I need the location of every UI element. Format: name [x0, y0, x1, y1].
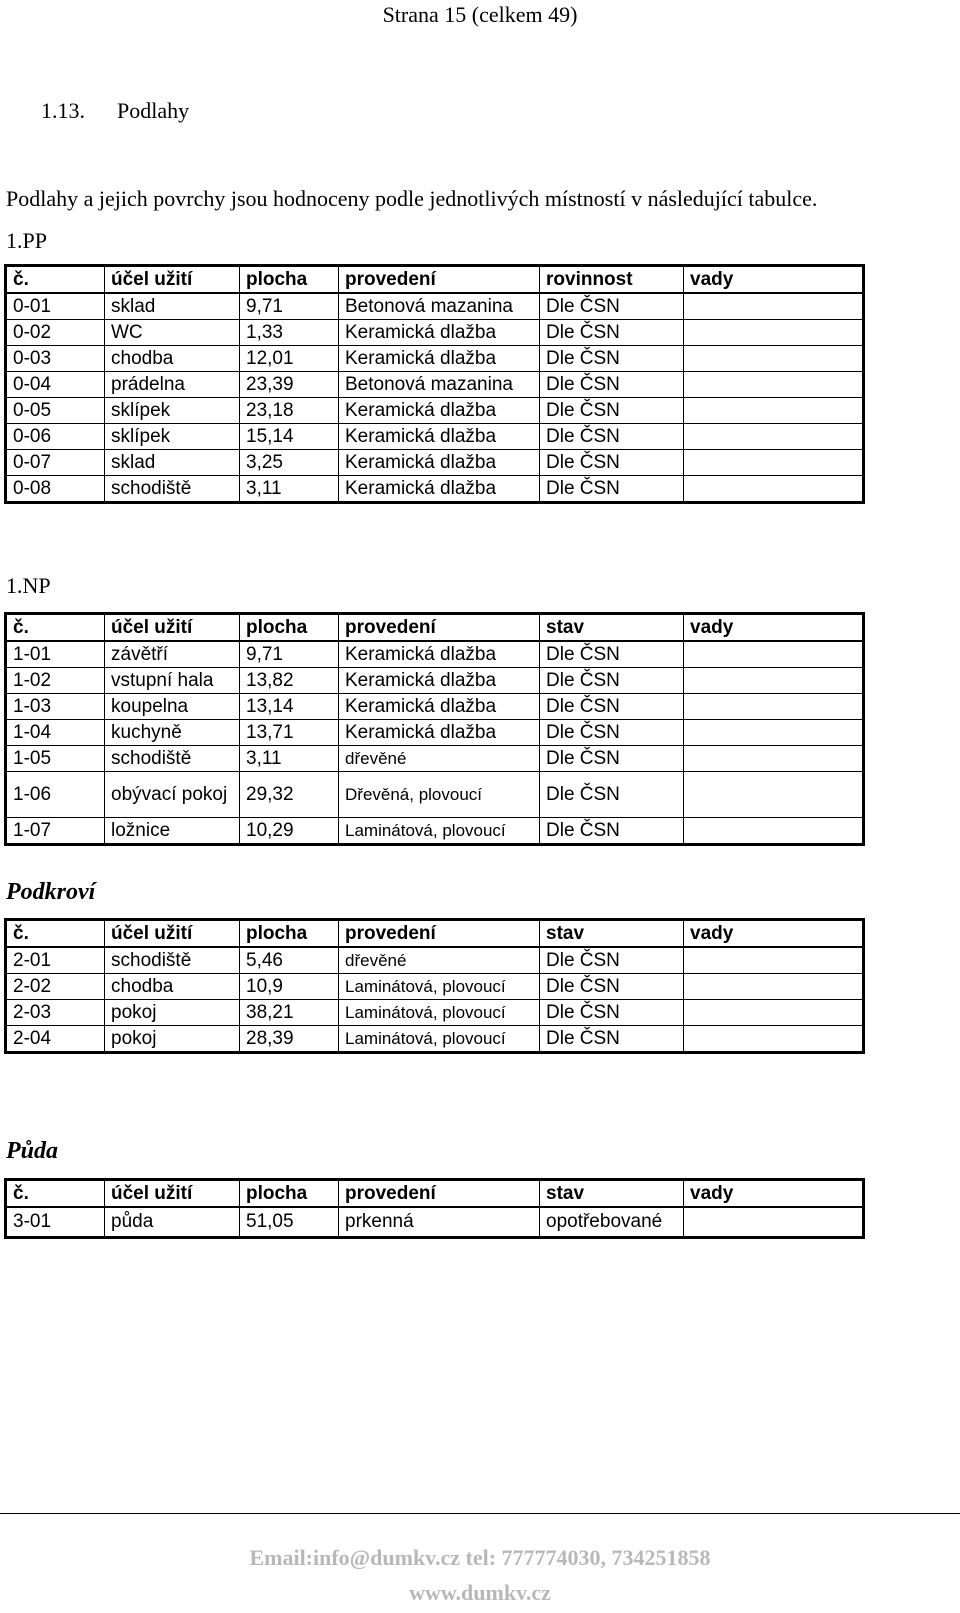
cell: Dle ČSN [540, 818, 684, 845]
floor-table-podkrovi [4, 918, 865, 1054]
cell [684, 772, 864, 818]
cell: 12,01 [240, 346, 339, 372]
cell [684, 450, 864, 476]
cell [684, 746, 864, 772]
table-row [6, 720, 864, 746]
cell: 10,9 [240, 974, 339, 1000]
cell: 2-04 [6, 1026, 105, 1053]
cell: 1-05 [6, 746, 105, 772]
cell: Dle ČSN [540, 668, 684, 694]
section-title: Podlahy [117, 98, 190, 123]
cell [684, 720, 864, 746]
cell: 1-01 [6, 641, 105, 668]
cell: 3,11 [240, 746, 339, 772]
header-cell: stav [540, 1180, 684, 1208]
header-cell: vady [684, 920, 864, 948]
table-row [6, 1000, 864, 1026]
header-cell: provedení [339, 920, 540, 948]
cell: Laminátová, plovoucí [339, 818, 540, 845]
table-row [6, 346, 864, 372]
header-cell: provedení [339, 1180, 540, 1208]
floor-label-podkrovi: Podkroví [6, 879, 96, 905]
header-cell: účel užití [105, 266, 240, 294]
cell: Dle ČSN [540, 974, 684, 1000]
cell [684, 694, 864, 720]
cell [684, 372, 864, 398]
section-number: 1.13. [41, 98, 85, 123]
cell: 0-08 [6, 476, 105, 503]
header-cell: provedení [339, 266, 540, 294]
cell: vstupní hala [105, 668, 240, 694]
table-row [6, 424, 864, 450]
cell: Laminátová, plovoucí [339, 1026, 540, 1053]
cell: 23,18 [240, 398, 339, 424]
cell: 3-01 [6, 1207, 105, 1237]
header-cell: č. [6, 614, 105, 642]
cell [684, 398, 864, 424]
table-row [6, 293, 864, 320]
cell [684, 818, 864, 845]
cell: Keramická dlažba [339, 476, 540, 503]
cell: 9,71 [240, 293, 339, 320]
cell: závětří [105, 641, 240, 668]
cell: Dle ČSN [540, 772, 684, 818]
cell: 38,21 [240, 1000, 339, 1026]
table-row [6, 320, 864, 346]
cell: pokoj [105, 1000, 240, 1026]
footer-contact: Email:info@dumkv.cz tel: 777774030, 734251858 [249, 1545, 711, 1570]
cell: Dle ČSN [540, 1000, 684, 1026]
cell [684, 320, 864, 346]
cell [684, 1000, 864, 1026]
cell: Dle ČSN [540, 293, 684, 320]
cell: 0-01 [6, 293, 105, 320]
cell: Betonová mazanina [339, 293, 540, 320]
table-row [6, 974, 864, 1000]
cell [684, 424, 864, 450]
cell: 1-04 [6, 720, 105, 746]
table-row [6, 818, 864, 845]
table-header-row [6, 1180, 864, 1208]
cell: Laminátová, plovoucí [339, 1000, 540, 1026]
cell: 13,14 [240, 694, 339, 720]
header-cell: provedení [339, 614, 540, 642]
header-cell: stav [540, 920, 684, 948]
cell: 23,39 [240, 372, 339, 398]
cell: 29,32 [240, 772, 339, 818]
table-header-row [6, 920, 864, 948]
header-cell: vady [684, 266, 864, 294]
cell: opotřebované [540, 1207, 684, 1237]
cell: 13,82 [240, 668, 339, 694]
cell: 0-03 [6, 346, 105, 372]
cell: dřevěné [339, 947, 540, 974]
floor-label-1pp: 1.PP [6, 228, 47, 253]
cell: 2-02 [6, 974, 105, 1000]
table-row [6, 947, 864, 974]
cell: schodiště [105, 947, 240, 974]
cell: Keramická dlažba [339, 720, 540, 746]
header-cell: č. [6, 920, 105, 948]
cell [684, 293, 864, 320]
table-row [6, 1026, 864, 1053]
table-header-row [6, 266, 864, 294]
cell: Keramická dlažba [339, 320, 540, 346]
cell: chodba [105, 974, 240, 1000]
footer-website: www.dumkv.cz [409, 1580, 551, 1605]
cell: půda [105, 1207, 240, 1237]
cell: 2-03 [6, 1000, 105, 1026]
table-row [6, 450, 864, 476]
cell: Dle ČSN [540, 398, 684, 424]
cell: schodiště [105, 476, 240, 503]
cell: Betonová mazanina [339, 372, 540, 398]
cell: 13,71 [240, 720, 339, 746]
header-cell: plocha [240, 920, 339, 948]
cell: 1-02 [6, 668, 105, 694]
cell [684, 641, 864, 668]
cell: sklad [105, 293, 240, 320]
cell: 28,39 [240, 1026, 339, 1053]
cell: Dle ČSN [540, 450, 684, 476]
cell: ložnice [105, 818, 240, 845]
cell: 5,46 [240, 947, 339, 974]
table-row [6, 694, 864, 720]
header-cell: č. [6, 266, 105, 294]
cell: koupelna [105, 694, 240, 720]
footer-divider [0, 1513, 960, 1514]
floor-table-puda [4, 1178, 865, 1239]
floor-table-1np [4, 612, 865, 846]
cell: 0-05 [6, 398, 105, 424]
cell: Laminátová, plovoucí [339, 974, 540, 1000]
cell [684, 476, 864, 503]
floor-label-1np: 1.NP [6, 573, 51, 598]
header-cell: vady [684, 614, 864, 642]
cell: Dle ČSN [540, 746, 684, 772]
cell: Keramická dlažba [339, 450, 540, 476]
cell: 51,05 [240, 1207, 339, 1237]
header-cell: plocha [240, 1180, 339, 1208]
header-cell: účel užití [105, 614, 240, 642]
cell: Dle ČSN [540, 694, 684, 720]
cell: 0-07 [6, 450, 105, 476]
floor-label-puda: Půda [6, 1138, 59, 1164]
cell: Keramická dlažba [339, 668, 540, 694]
cell: Keramická dlažba [339, 641, 540, 668]
cell: Dle ČSN [540, 476, 684, 503]
header-cell: stav [540, 614, 684, 642]
header-cell: č. [6, 1180, 105, 1208]
cell: prádelna [105, 372, 240, 398]
cell: 2-01 [6, 947, 105, 974]
header-cell: účel užití [105, 1180, 240, 1208]
cell: 10,29 [240, 818, 339, 845]
cell: 0-04 [6, 372, 105, 398]
cell: 15,14 [240, 424, 339, 450]
cell: pokoj [105, 1026, 240, 1053]
intro-paragraph: Podlahy a jejich povrchy jsou hodnoceny podle jednotlivých místností v následující tabulce. [6, 186, 818, 211]
cell: sklad [105, 450, 240, 476]
cell: Dřevěná, plovoucí [339, 772, 540, 818]
cell: Keramická dlažba [339, 694, 540, 720]
cell: 3,25 [240, 450, 339, 476]
cell: prkenná [339, 1207, 540, 1237]
cell: 1,33 [240, 320, 339, 346]
cell: 0-02 [6, 320, 105, 346]
cell: Dle ČSN [540, 641, 684, 668]
page-header: Strana 15 (celkem 49) [382, 2, 578, 27]
table-row [6, 398, 864, 424]
cell: schodiště [105, 746, 240, 772]
table-row [6, 372, 864, 398]
cell: kuchyně [105, 720, 240, 746]
cell: Dle ČSN [540, 720, 684, 746]
cell: dřevěné [339, 746, 540, 772]
cell: Dle ČSN [540, 1026, 684, 1053]
table-header-row [6, 614, 864, 642]
cell: 0-06 [6, 424, 105, 450]
header-cell: plocha [240, 614, 339, 642]
cell: Dle ČSN [540, 320, 684, 346]
floor-table-1pp [4, 264, 865, 504]
cell: 1-06 [6, 772, 105, 818]
cell: 1-03 [6, 694, 105, 720]
table-row [6, 668, 864, 694]
cell [684, 974, 864, 1000]
cell: WC [105, 320, 240, 346]
header-cell: rovinnost [540, 266, 684, 294]
cell: Dle ČSN [540, 947, 684, 974]
cell: Dle ČSN [540, 346, 684, 372]
cell [684, 947, 864, 974]
cell: obývací pokoj [105, 772, 240, 818]
cell: 1-07 [6, 818, 105, 845]
table-row [6, 1207, 864, 1237]
table-row [6, 641, 864, 668]
cell: Dle ČSN [540, 424, 684, 450]
cell: Keramická dlažba [339, 346, 540, 372]
cell [684, 346, 864, 372]
cell: 9,71 [240, 641, 339, 668]
table-row [6, 772, 864, 818]
section-heading [41, 98, 189, 124]
cell: Dle ČSN [540, 372, 684, 398]
table-row [6, 746, 864, 772]
cell: sklípek [105, 398, 240, 424]
header-cell: účel užití [105, 920, 240, 948]
header-cell: plocha [240, 266, 339, 294]
cell: 3,11 [240, 476, 339, 503]
header-cell: vady [684, 1180, 864, 1208]
cell: Keramická dlažba [339, 424, 540, 450]
cell: sklípek [105, 424, 240, 450]
table-row [6, 476, 864, 503]
cell: chodba [105, 346, 240, 372]
cell [684, 668, 864, 694]
cell: Keramická dlažba [339, 398, 540, 424]
cell [684, 1026, 864, 1053]
cell [684, 1207, 864, 1237]
